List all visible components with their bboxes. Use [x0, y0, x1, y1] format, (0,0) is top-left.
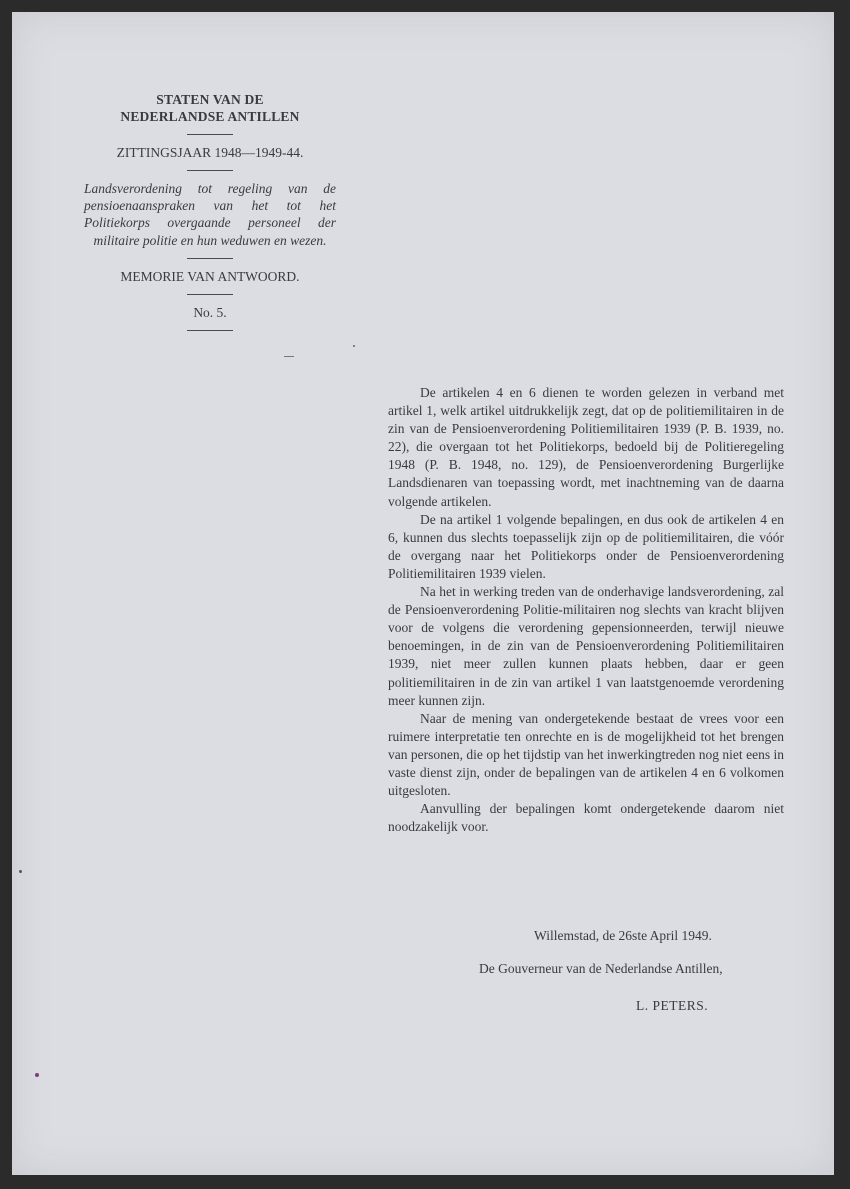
- institution-title-line-2: NEDERLANDSE ANTILLEN: [120, 109, 300, 124]
- document-type: MEMORIE VAN ANTWOORD.: [120, 268, 300, 284]
- body-paragraph: Aanvulling der bepalingen komt ondergetekende daarom niet noodzakelijk voor.: [388, 801, 784, 835]
- divider: [187, 294, 233, 295]
- divider: [187, 258, 233, 259]
- institution-title-line-1: STATEN VAN DE: [156, 92, 264, 107]
- ink-speck: [35, 1073, 39, 1077]
- body-paragraph: Naar de mening van ondergetekende bestaat de vrees voor een ruimere interpretatie ten onrechte en is de mogelijkheid tot het brengen van personen, die op het tijdstip van het inwerkingtreden nog niet eens in vaste dienst zijn, onder de bepalingen van de artikelen 4 en 6 volkomen uitgesloten.: [388, 710, 784, 799]
- document-header: [82, 91, 338, 340]
- session-year: ZITTINGSJAAR 1948—1949-44.: [116, 145, 304, 160]
- bill-subject: Landsverordening tot regeling van de pensioenaanspraken van het tot het Politiekorps overgaande personeel der militaire politie en hun weduwen en wezen.: [84, 181, 336, 248]
- body-paragraph: De na artikel 1 volgende bepalingen, en dus ook de artikelen 4 en 6, kunnen dus slechts toepasselijk zijn op de politiemilitairen, die vóór de overgang naar het Politiekorps onder de Pensioenverordening Politiemilitairen 1939 vielen.: [388, 511, 784, 581]
- signer-name: L. PETERS.: [636, 998, 709, 1013]
- divider: [187, 330, 233, 331]
- divider: [187, 134, 233, 135]
- memorandum-body: [388, 384, 784, 836]
- document-number: No. 5.: [193, 304, 227, 320]
- ink-speck: [284, 356, 294, 357]
- divider: [187, 170, 233, 171]
- ink-speck: [19, 870, 22, 873]
- governor-title: De Gouverneur van de Nederlandse Antillen,: [479, 961, 723, 976]
- body-paragraph: De artikelen 4 en 6 dienen te worden gelezen in verband met artikel 1, welk artikel uitdrukkelijk zegt, dat op de politiemilitairen in de zin van de Pensioenverordening Politiemilitairen 1939 (P. B. 1939, no. 22), die overgaan tot het Politiekorps, bedoeld bij de Politieregeling 1948 (P. B. 1948, no. 129), de Pensioenverordening Burgerlijke Landsdienaren van toepassing wordt, met inachtneming van de daarna volgende artikelen.: [388, 385, 784, 509]
- ink-speck: [353, 345, 355, 347]
- body-paragraph: Na het in werking treden van de onderhavige landsverordening, zal de Pensioenverordening Politie-militairen nog slechts van kracht blijven voor de volgens die verordening gepensionneerden, terwijl nieuwe benoemingen, in de zin van de Pensioenverordening Politiemilitairen 1939, niet meer zullen kunnen plaats hebben, daar er geen politiemilitairen in de zin van artikel 1 van laatstgenoemde verordening meer kunnen zijn.: [388, 584, 784, 708]
- place-and-date: Willemstad, de 26ste April 1949.: [534, 928, 712, 943]
